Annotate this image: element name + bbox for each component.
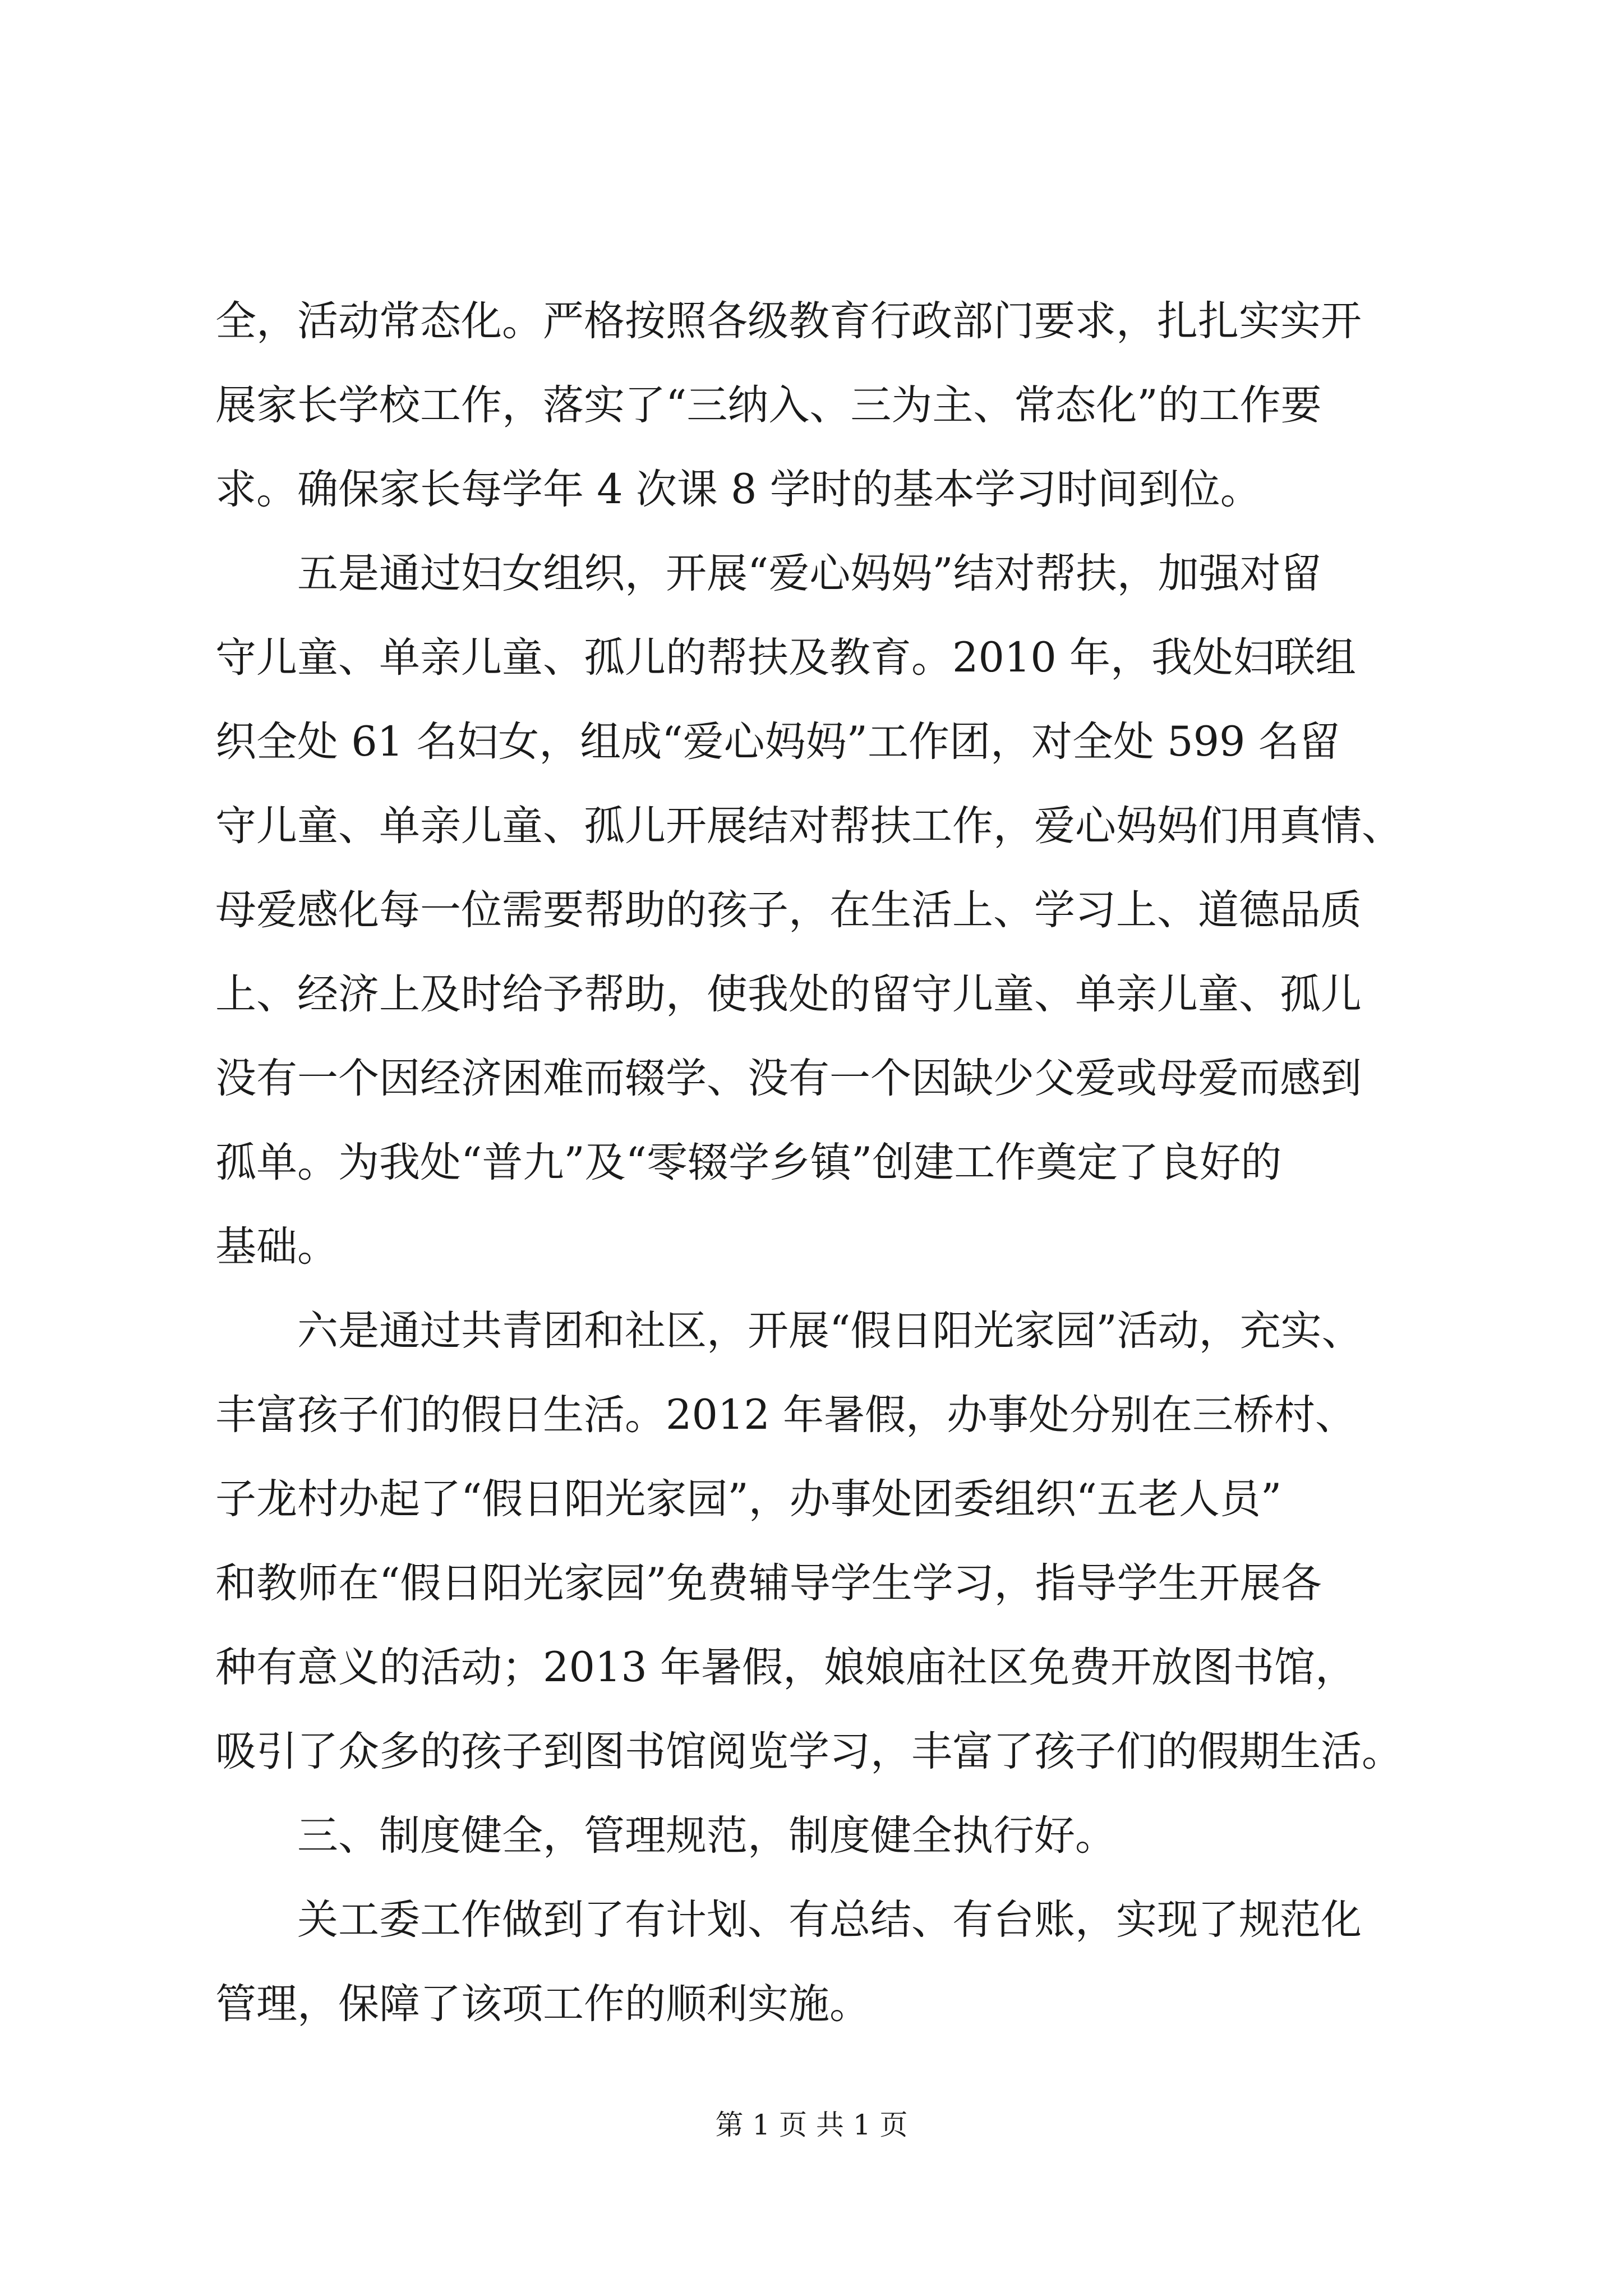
text-line: 守儿童、单亲儿童、孤儿开展结对帮扶工作，爱心妈妈们用真情、 [215,802,1403,850]
paragraph-first-line: 六是通过共青团和社区，开展“假日阳光家园”活动，充实、 [297,1307,1363,1355]
text-line: 和教师在“假日阳光家园”免费辅导学生学习，指导学生开展各 [215,1559,1322,1607]
paragraph-first-line: 五是通过妇女组织，开展“爱心妈妈”结对帮扶，加强对留 [297,550,1322,597]
text-line: 丰富孩子们的假日生活。2012 年暑假，办事处分别在三桥村、 [215,1391,1356,1439]
text-line: 求。确保家长每学年 4 次课 8 学时的基本学习时间到位。 [215,466,1261,513]
text-line: 上、经济上及时给予帮助，使我处的留守儿童、单亲儿童、孤儿 [215,970,1362,1018]
page-number-footer: 第 1 页 共 1 页 [715,2109,908,2141]
paragraph-first-line: 关工委工作做到了有计划、有总结、有台账，实现了规范化 [297,1896,1362,1944]
text-line: 没有一个因经济困难而辍学、没有一个因缺少父爱或母爱而感到 [215,1055,1362,1102]
text-line: 管理，保障了该项工作的顺利实施。 [215,1980,870,2028]
text-line: 吸引了众多的孩子到图书馆阅览学习，丰富了孩子们的假期生活。 [215,1728,1403,1775]
text-line: 全，活动常态化。严格按照各级教育行政部门要求，扎扎实实开 [215,297,1362,345]
text-line: 守儿童、单亲儿童、孤儿的帮扶及教育。2010 年，我处妇联组 [215,634,1356,682]
text-line: 母爱感化每一位需要帮助的孩子，在生活上、学习上、道德品质 [215,886,1362,934]
text-line: 子龙村办起了“假日阳光家园”，办事处团委组织“五老人员” [215,1475,1282,1523]
text-line: 展家长学校工作，落实了“三纳入、三为主、常态化”的工作要 [215,381,1322,429]
section-heading: 三、制度健全，管理规范，制度健全执行好。 [297,1812,1116,1860]
text-line: 基础。 [215,1223,338,1271]
text-line: 种有意义的活动；2013 年暑假，娘娘庙社区免费开放图书馆， [215,1644,1356,1691]
text-line: 织全处 61 名妇女，组成“爱心妈妈”工作团，对全处 599 名留 [215,718,1340,766]
text-line: 孤单。为我处“普九”及“零辍学乡镇”创建工作奠定了良好的 [215,1139,1282,1186]
